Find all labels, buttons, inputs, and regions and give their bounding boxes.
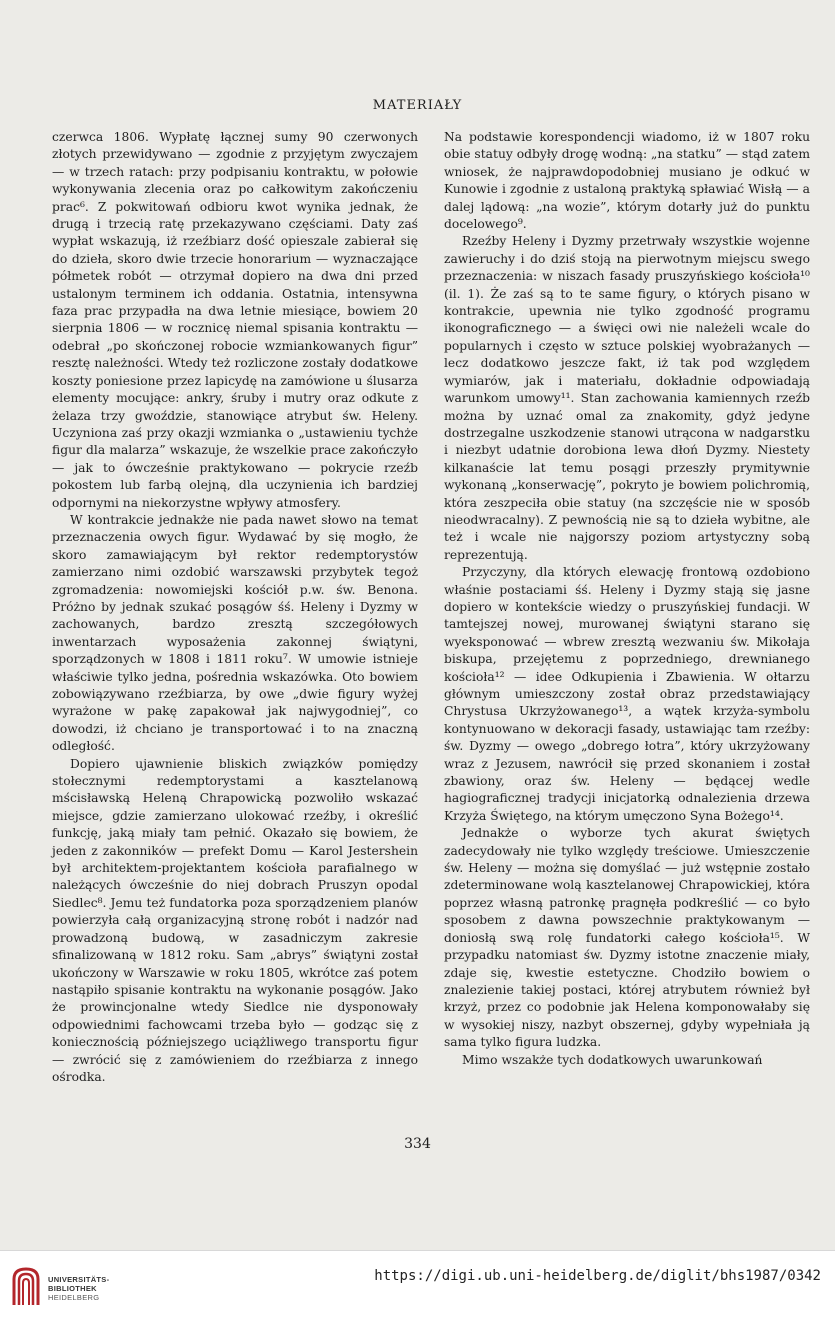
paragraph: czerwca 1806. Wypłatę łącznej sumy 90 czerwonych złotych przewidywano — zgodnie z przyjętym zwyczajem — w trzech ratach: przy podpisaniu kontraktu, w połowie wykonywania zlecenia oraz po całkowitym zakończeniu prac⁶. Z pokwitowań odbioru kwot wynika jednak, że drugą i trzecią ratę przekazywano częściami. Daty zaś wypłat wskazują, iż rzeźbiarz dość opieszale zabierał się do dzieła, skoro dwie trzecie honorarium — wyznaczające półmetek robót — otrzymał dopiero na dwa dni przed ustalonym terminem ich oddania. Ostatnia, intensywna faza prac przypadła na dwa letnie miesiące, bowiem 20 sierpnia 1806 — w rocznicę niemal spisania kontraktu — odebrał „po skończonej robocie wzmiankowanych figur” resztę należności. Wtedy też rozliczone zostały dodatkowe koszty poniesione przez lapicydę na zamówione u ślusarza elementy mocujące: ankry, śruby i mutry oraz odkute z żelaza trzy gwoździe, stanowiące atrybut św. Heleny. Uczyniona zaś przy okazji wzmianka o „ustawieniu tychże figur dla malarza” wskazuje, że wszelkie prace zakończyło — jak to ówcześnie praktykowano — pokrycie rzeźb pokostem lub farbą olejną, dla uczynienia ich bardziej odpornymi na niekorzystne wpływy atmosfery. — [52, 130, 418, 510]
permalink-url[interactable]: https://digi.ub.uni-heidelberg.de/diglit/bhs1987/0342 — [374, 1268, 821, 1284]
library-name-line: BIBLIOTHEK — [48, 1284, 97, 1293]
paragraph: Na podstawie korespondencji wiadomo, iż w 1807 roku obie statuy odbyły drogę wodną: „na statku” — stąd zatem wniosek, że najprawdopodobniej musiano je odkuć w Kunowie i zgodnie z ustaloną praktyką spławiać Wisłą — a dalej lądową: „na wozie”, którym dotarły już do punktu docelowego⁹. — [444, 130, 810, 232]
paragraph: Przyczyny, dla których elewację frontową ozdobiono właśnie postaciami śś. Heleny i Dyzmy stają się jasne dopiero w kontekście wiedzy o pruszyńskiej fundacji. W tamtejszej nowej, murowanej świątyni starano się wyeksponować — wbrew zresztą wezwaniu św. Mikołaja biskupa, przejętemu z poprzedniego, drewnianego kościoła¹² — idee Odkupienia i Zbawienia. W ołtarzu głównym umieszczony został obraz przedstawiający Chrystusa Ukrzyżowanego¹³, a wątek krzyża-symbolu kontynuowano w dekoracji fasady, ustawiając tam rzeźby: św. Dyzmy — owego „dobrego łotra”, który ukrzyżowany wraz z Jezusem, nawrócił się przed skonaniem i został zbawiony, oraz św. Heleny — będącej wedle hagiograficznej tradycji inicjatorką odnalezienia drzewa Krzyża Świętego, na którym umęczono Syna Bożego¹⁴. — [444, 565, 810, 823]
left-column — [52, 129, 418, 1086]
page-number: 334 — [404, 1136, 431, 1152]
paragraph: Dopiero ujawnienie bliskich związków pomiędzy stołecznymi redemptorystami a kasztelanową mścisławską Heleną Chrapowicką pozwoliło wskazać miejsce, gdzie zamierzano ulokować rzeźby, i określić funkcję, jaką miały tam pełnić. Okazało się bowiem, że jeden z zakonników — prefekt Domu — Karol Jestershein był architektem-projektantem kościoła parafialnego w należących ówcześnie do niej dobrach Pruszyn opodal Siedlec⁸. Jemu też fundatorka poza sporządzeniem planów powierzyła całą organizacyjną stronę robót i nadzór nad prowadzoną budową, w zasadniczym zakresie sfinalizowaną w 1812 roku. Sam „abrys” świątyni został ukończony w Warszawie w roku 1805, wkrótce zaś potem nastąpiło spisanie kontraktu na wykonanie posągów. Jako że prowincjonalne wtedy Siedlce nie dysponowały odpowiednimi fachowcami trzeba było — godząc się z koniecznością późniejszego uciążliwego transportu figur — zwrócić się z zamówieniem do rzeźbiarza z innego ośrodka. — [52, 756, 418, 1084]
library-name-line: UNIVERSITÄTS- — [48, 1275, 110, 1284]
running-title: MATERIAŁY — [372, 98, 463, 113]
paragraph: Rzeźby Heleny i Dyzmy przetrwały wszystkie wojenne zawieruchy i do dziś stoją na pierwotnym miejscu swego przeznaczenia: w niszach fasady pruszyńskiego kościoła¹⁰ (il. 1). Że zaś są to te same figury, o których pisano w kontrakcie, upewnia nie tylko zgodność programu ikonograficznego — a święci owi nie należeli wcale do popularnych i często w sztuce polskiej wyobrażanych — lecz dodatkowo jeszcze fakt, iż tak pod względem wymiarów, jak i materiału, dokładnie odpowiadają warunkom umowy¹¹. Stan zachowania kamiennych rzeźb można by uznać omal za znakomity, gdyż jedyne dostrzegalne uszkodzenie stanowi utrącona w nadgarstku i niezbyt udatnie dorobiona lewa dłoń Dyzmy. Niestety kilkanaście lat temu posągi przeszły prymitywnie wykonaną „konserwację”, pokryto je bowiem polichromią, która zeszpeciła obie statuy (na szczęście nie w sposób nieodwracalny). Z pewnością nie są to dzieła wybitne, ale też i wcale nie najgorszy poziom artystyczny sobą reprezentują. — [444, 234, 810, 562]
library-name-line: HEIDELBERG — [48, 1293, 100, 1302]
university-library-logo-icon[interactable] — [10, 1265, 42, 1307]
library-name — [48, 1275, 109, 1302]
paragraph: Jednakże o wyborze tych akurat świętych zadecydowały nie tylko względy treściowe. Umieszczenie św. Heleny — można się domyślać — już wstępnie zostało zdeterminowane wolą kasztelanowej Chrapowickiej, która poprzez własną patronkę pragnęła podkreślić — co było sposobem z dawna powszechnie praktykowanym — doniosłą swą rolę fundatorki całego kościoła¹⁵. W przypadku natomiast św. Dyzmy istotne znaczenie miały, zdaje się, kwestie estetyczne. Chodziło bowiem o znalezienie takiej postaci, której atrybutem również był krzyż, przez co podobnie jak Helena komponowałaby się w wysokiej niszy, nazbyt obszernej, gdyby wypełniała ją sama tylko figura ludzka. — [444, 826, 810, 1050]
right-column — [444, 129, 810, 1069]
footer-bar — [0, 1250, 835, 1320]
paragraph: Mimo wszakże tych dodatkowych uwarunkowań — [462, 1052, 763, 1067]
paragraph: W kontrakcie jednakże nie pada nawet słowo na temat przeznaczenia owych figur. Wydawać by się mogło, że skoro zamawiającym był rektor redemptorystów zamierzano nimi ozdobić warszawski przybytek tegoż zgromadzenia: nowomiejski kościół p.w. św. Benona. Próżno by jednak szukać posągów śś. Heleny i Dyzmy w zachowanych, bardzo zresztą szczegółowych inwentarzach wyposażenia zakonnej świątyni, sporządzonych w 1808 i 1811 roku⁷. W umowie istnieje właściwie tylko jedna, pośrednia wskazówka. Oto bowiem zobowiązywano rzeźbiarza, by owe „dwie figury wyżej wyrażone w pakę zapakował jak najwygodniej”, co dowodzi, iż chciano je transportować i to na znaczną odległość. — [52, 512, 418, 754]
